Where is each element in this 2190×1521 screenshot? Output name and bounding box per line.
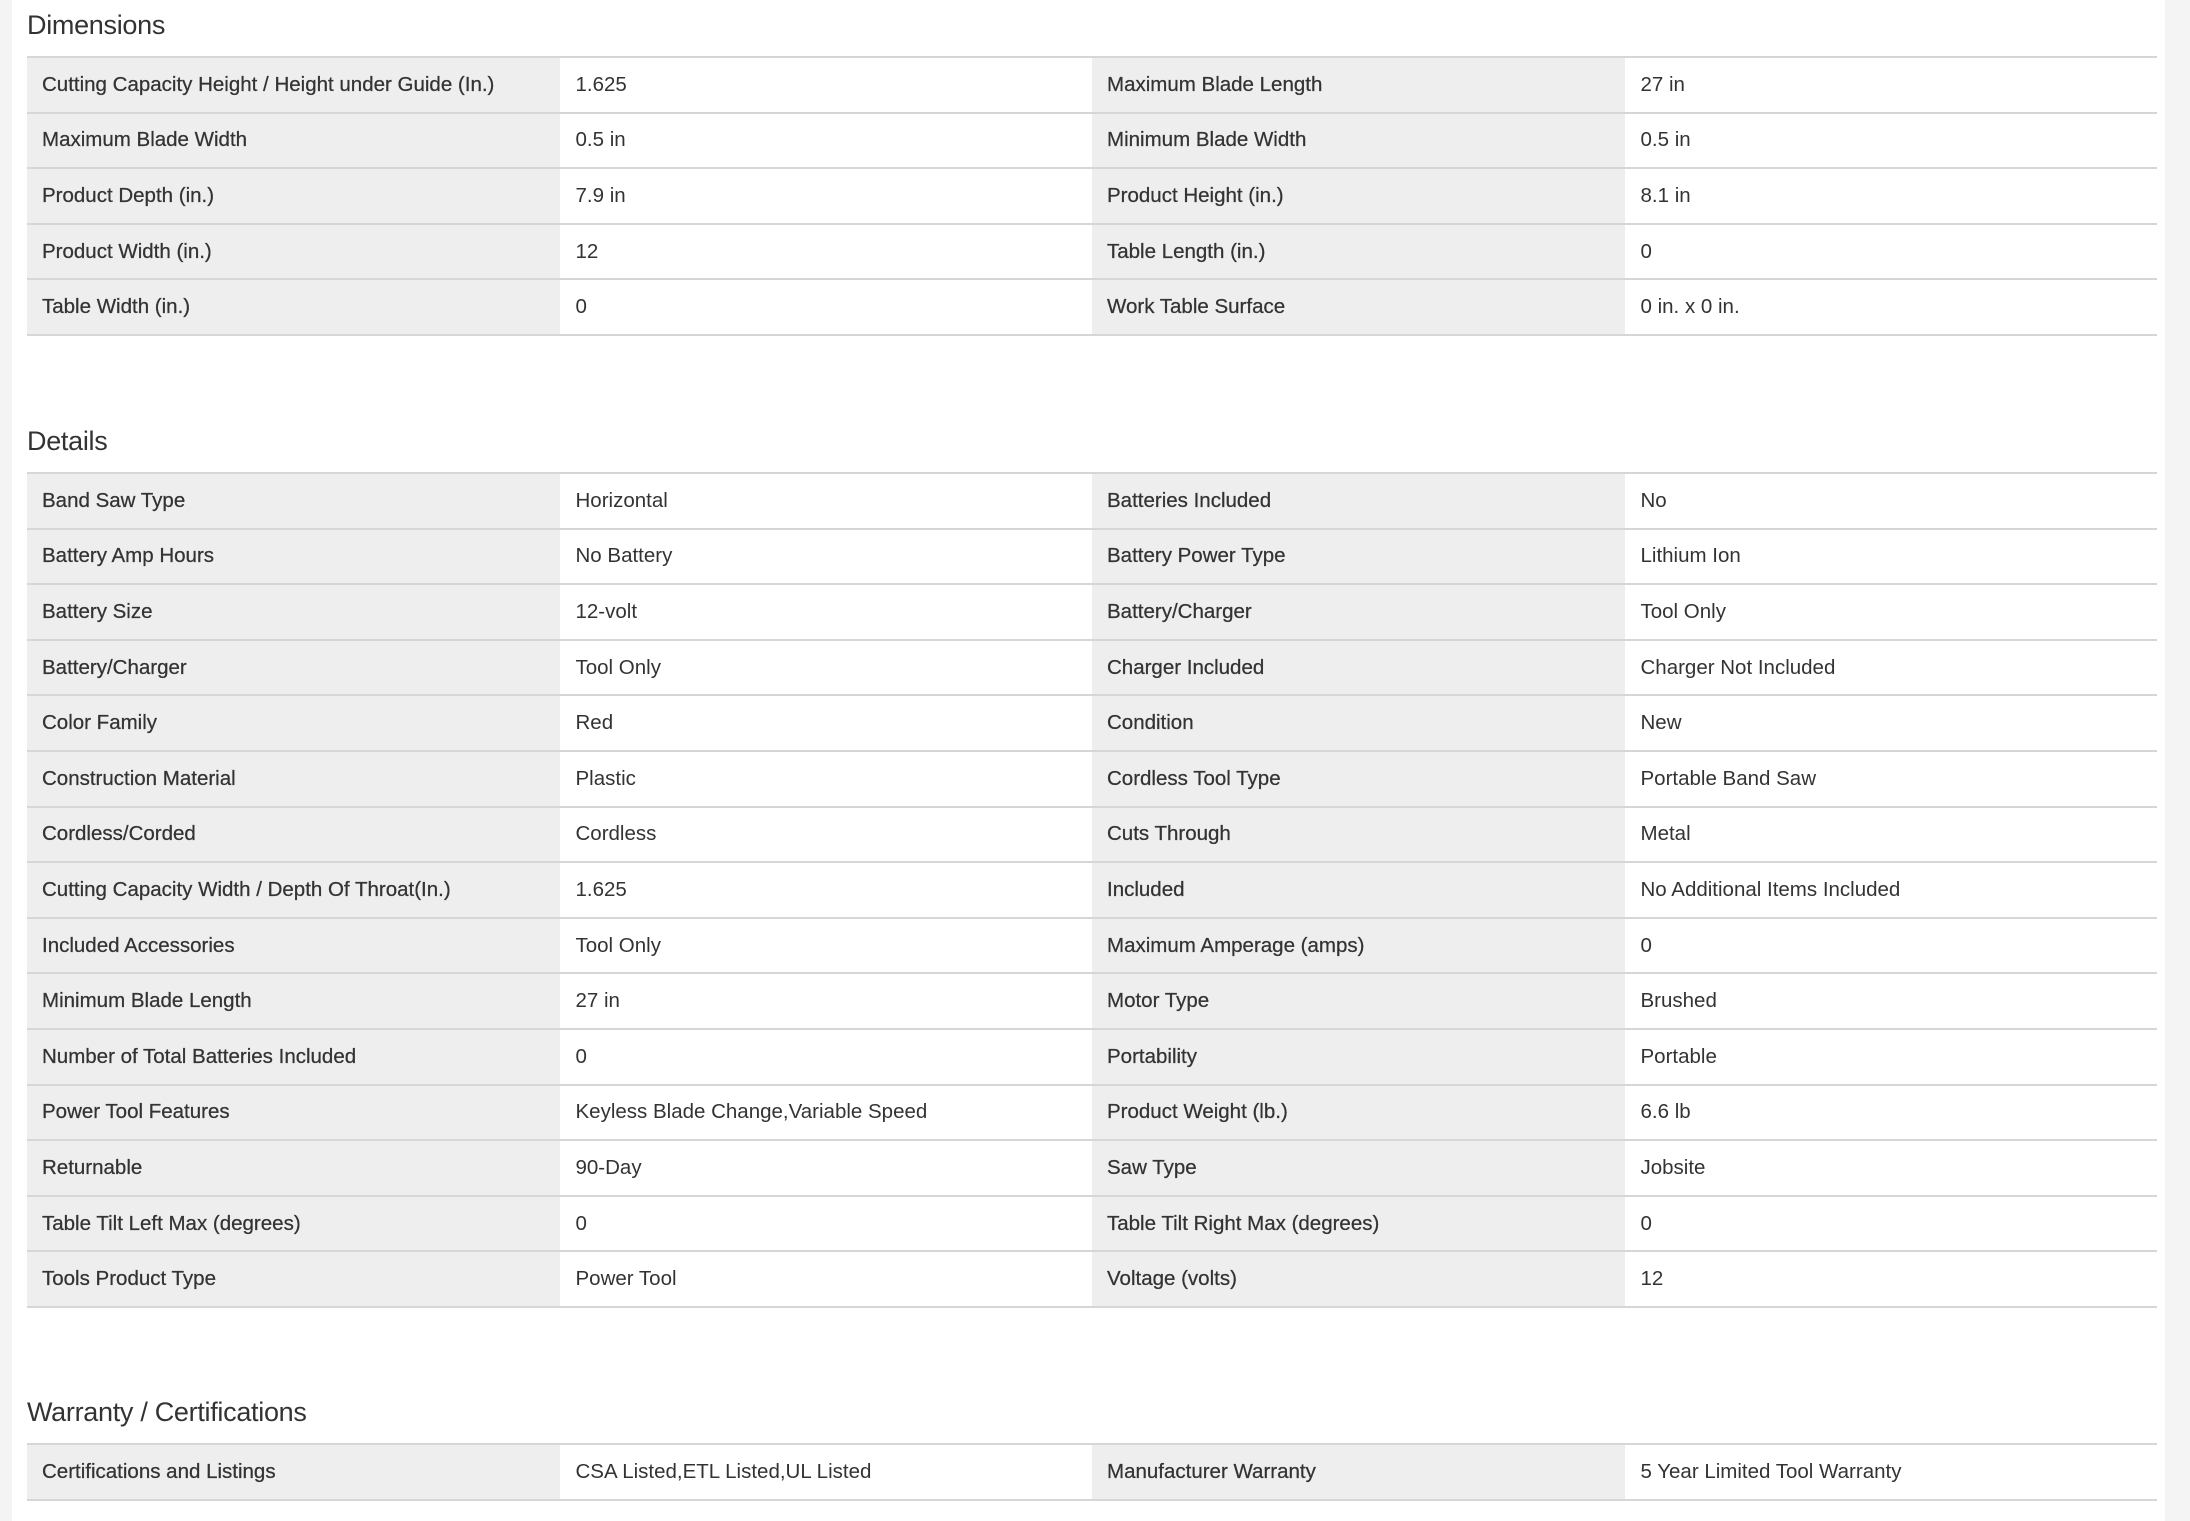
table-row [27, 918, 2157, 974]
spec-value: Portable Band Saw [1625, 751, 2158, 807]
spec-value: 0.5 in [1625, 113, 2158, 169]
spec-value: Lithium Ion [1625, 529, 2158, 585]
spec-label: Table Tilt Left Max (degrees) [27, 1196, 560, 1252]
table-row [27, 1140, 2157, 1196]
spec-value: 12-volt [560, 584, 1093, 640]
spec-value: 0 [560, 279, 1093, 335]
spec-label: Power Tool Features [27, 1085, 560, 1141]
spec-label: Maximum Blade Width [27, 113, 560, 169]
table-row [27, 473, 2157, 529]
table-row [27, 751, 2157, 807]
spec-label: Cordless/Corded [27, 807, 560, 863]
table-row [27, 584, 2157, 640]
table-row [27, 1029, 2157, 1085]
spec-table [27, 56, 2157, 336]
spec-value: Charger Not Included [1625, 640, 2158, 696]
spec-label: Construction Material [27, 751, 560, 807]
section-title: Warranty / Certifications [27, 1397, 307, 1427]
spec-value: 27 in [560, 973, 1093, 1029]
spec-label: Certifications and Listings [27, 1444, 560, 1500]
spec-label: Band Saw Type [27, 473, 560, 529]
spec-value: Tool Only [560, 640, 1093, 696]
spec-value: No [1625, 473, 2158, 529]
table-row [27, 168, 2157, 224]
spec-label: Battery/Charger [27, 640, 560, 696]
spec-label: Cordless Tool Type [1092, 751, 1625, 807]
specifications-panel [12, 0, 2165, 1521]
table-row [27, 1444, 2157, 1500]
spec-label: Cutting Capacity Height / Height under Guide (In.) [27, 57, 560, 113]
spec-value: Metal [1625, 807, 2158, 863]
spec-value: No Battery [560, 529, 1093, 585]
table-row [27, 862, 2157, 918]
spec-value: 12 [1625, 1251, 2158, 1307]
table-row [27, 1196, 2157, 1252]
spec-label: Table Tilt Right Max (degrees) [1092, 1196, 1625, 1252]
spec-value: New [1625, 695, 2158, 751]
spec-label: Maximum Amperage (amps) [1092, 918, 1625, 974]
spec-label: Minimum Blade Length [27, 973, 560, 1029]
spec-value: 27 in [1625, 57, 2158, 113]
spec-label: Color Family [27, 695, 560, 751]
section-warranty-certifications [27, 1387, 2157, 1501]
table-row [27, 695, 2157, 751]
spec-label: Tools Product Type [27, 1251, 560, 1307]
section-details [27, 416, 2157, 1308]
spec-label: Manufacturer Warranty [1092, 1444, 1625, 1500]
spec-value: 7.9 in [560, 168, 1093, 224]
spec-label: Battery Power Type [1092, 529, 1625, 585]
spec-label: Cutting Capacity Width / Depth Of Throat(In.) [27, 862, 560, 918]
table-row [27, 279, 2157, 335]
spec-value: Tool Only [560, 918, 1093, 974]
spec-value: 0 [560, 1196, 1093, 1252]
spec-value: 12 [560, 224, 1093, 280]
spec-label: Portability [1092, 1029, 1625, 1085]
spec-value: 0 in. x 0 in. [1625, 279, 2158, 335]
spec-label: Cuts Through [1092, 807, 1625, 863]
table-row [27, 640, 2157, 696]
spec-label: Product Depth (in.) [27, 168, 560, 224]
spec-label: Voltage (volts) [1092, 1251, 1625, 1307]
spec-label: Battery Size [27, 584, 560, 640]
spec-value: Power Tool [560, 1251, 1093, 1307]
table-row [27, 807, 2157, 863]
section-title: Details [27, 426, 108, 456]
spec-value: Keyless Blade Change,Variable Speed [560, 1085, 1093, 1141]
spec-label: Number of Total Batteries Included [27, 1029, 560, 1085]
spec-value: 90-Day [560, 1140, 1093, 1196]
spec-value: CSA Listed,ETL Listed,UL Listed [560, 1444, 1093, 1500]
spec-value: Portable [1625, 1029, 2158, 1085]
spec-value: 0 [1625, 224, 2158, 280]
spec-value: Plastic [560, 751, 1093, 807]
spec-label: Battery/Charger [1092, 584, 1625, 640]
spec-value: Red [560, 695, 1093, 751]
spec-label: Condition [1092, 695, 1625, 751]
spec-label: Included [1092, 862, 1625, 918]
table-row [27, 57, 2157, 113]
spec-value: 6.6 lb [1625, 1085, 2158, 1141]
spec-label: Saw Type [1092, 1140, 1625, 1196]
spec-label: Included Accessories [27, 918, 560, 974]
spec-value: Brushed [1625, 973, 2158, 1029]
spec-label: Charger Included [1092, 640, 1625, 696]
spec-label: Table Length (in.) [1092, 224, 1625, 280]
spec-value: Horizontal [560, 473, 1093, 529]
spec-value: 0.5 in [560, 113, 1093, 169]
table-row [27, 224, 2157, 280]
spec-table [27, 472, 2157, 1308]
spec-label: Battery Amp Hours [27, 529, 560, 585]
spec-label: Maximum Blade Length [1092, 57, 1625, 113]
table-row [27, 973, 2157, 1029]
spec-value: 0 [1625, 1196, 2158, 1252]
spec-label: Returnable [27, 1140, 560, 1196]
table-row [27, 1251, 2157, 1307]
spec-label: Product Height (in.) [1092, 168, 1625, 224]
spec-label: Product Weight (lb.) [1092, 1085, 1625, 1141]
spec-label: Table Width (in.) [27, 279, 560, 335]
spec-table [27, 1443, 2157, 1501]
spec-value: 0 [560, 1029, 1093, 1085]
spec-value: No Additional Items Included [1625, 862, 2158, 918]
spec-value: Jobsite [1625, 1140, 2158, 1196]
spec-value: Tool Only [1625, 584, 2158, 640]
spec-label: Minimum Blade Width [1092, 113, 1625, 169]
spec-value: 0 [1625, 918, 2158, 974]
section-title: Dimensions [27, 10, 166, 40]
spec-label: Product Width (in.) [27, 224, 560, 280]
spec-value: 8.1 in [1625, 168, 2158, 224]
table-row [27, 529, 2157, 585]
section-dimensions [27, 0, 2157, 336]
table-row [27, 1085, 2157, 1141]
spec-label: Work Table Surface [1092, 279, 1625, 335]
spec-value: 1.625 [560, 862, 1093, 918]
table-row [27, 113, 2157, 169]
spec-label: Motor Type [1092, 973, 1625, 1029]
spec-value: 5 Year Limited Tool Warranty [1625, 1444, 2158, 1500]
spec-label: Batteries Included [1092, 473, 1625, 529]
spec-value: Cordless [560, 807, 1093, 863]
spec-value: 1.625 [560, 57, 1093, 113]
